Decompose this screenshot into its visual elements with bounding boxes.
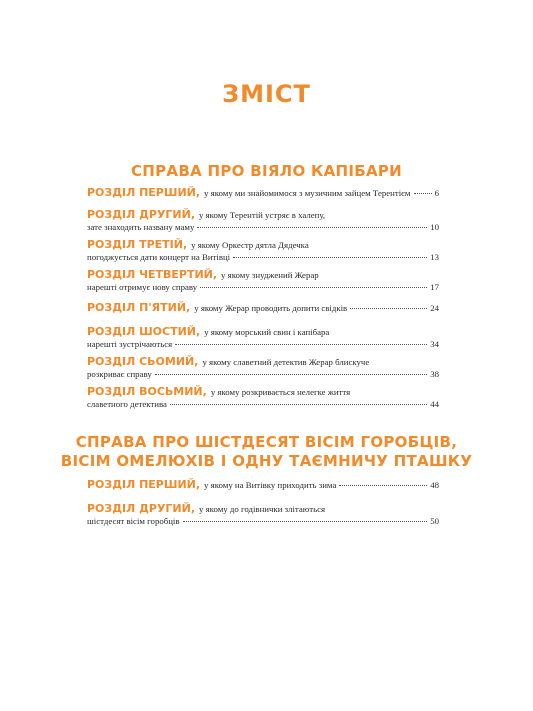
dot-leader [200,287,427,288]
toc-title: ЗМІСТ [222,80,311,108]
chapter-description-continued: зате знаходить названу маму [87,222,195,232]
page-number: 34 [430,339,439,349]
chapter-description: у якому Терентій устряє в халепу, [199,210,326,220]
chapter-label: РОЗДІЛ ТРЕТІЙ, [87,238,188,251]
dot-leader [183,521,428,522]
dot-leader [170,404,427,405]
chapter-label: РОЗДІЛ ВОСЬМИЙ, [87,385,207,398]
chapter-description: у якому славетний детектив Жерар блискуче [202,357,370,367]
chapter-description: у якому ми знайомимося з музичним зайцем Терентієм [204,188,411,198]
dot-leader [197,227,427,228]
toc-entry[interactable] [87,238,439,265]
chapter-description: у якому Жерар проводить допити свідків [194,303,348,313]
toc-entry[interactable] [87,208,439,235]
section-title-2-line-1: СПРАВА ПРО ШІСТДЕСЯТ ВІСІМ ГОРОБЦІВ, [75,433,458,451]
chapter-description: у якому морський свин і капібара [204,327,330,337]
chapter-description-continued: шістдесят вісім горобців [87,516,180,526]
chapter-description-continued: погоджується дати концерт на Витівці [87,252,231,262]
page-number: 6 [434,188,439,198]
toc-entry[interactable] [87,502,439,529]
chapter-description-continued: нарешті зустрічаються [87,339,173,349]
chapter-label: РОЗДІЛ ДРУГИЙ, [87,502,196,515]
chapter-description: у якому знуджений Жерар [221,270,319,280]
chapter-label: РОЗДІЛ П'ЯТИЙ, [87,301,191,314]
toc-entry[interactable] [87,186,439,200]
toc-entry[interactable] [87,301,439,315]
toc-entry[interactable] [87,268,439,295]
toc-entry[interactable] [87,385,439,412]
chapter-label: РОЗДІЛ СЬОМИЙ, [87,355,199,368]
chapter-description: у якому Оркестр дятла Дядечка [191,240,309,250]
page-number: 10 [430,222,439,232]
dot-leader [233,257,427,258]
chapter-label: РОЗДІЛ ЧЕТВЕРТИЙ, [87,268,218,281]
chapter-label: РОЗДІЛ ПЕРШИЙ, [87,186,201,199]
dot-leader [155,374,427,375]
dot-leader [339,485,427,486]
chapter-description: у якому розкривається нелегке життя [210,387,351,397]
chapter-description: у якому на Витівку приходить зима [204,480,337,490]
chapter-label: РОЗДІЛ ШОСТИЙ, [87,325,201,338]
toc-entry[interactable] [87,325,439,352]
page-number: 13 [430,252,439,262]
dot-leader [175,344,427,345]
chapter-label: РОЗДІЛ ПЕРШИЙ, [87,478,201,491]
page-number: 38 [430,369,439,379]
chapter-description-continued: нарешті отримує нову справу [87,282,198,292]
chapter-description-continued: славетного детектива [87,399,167,409]
toc-entry[interactable] [87,355,439,382]
chapter-label: РОЗДІЛ ДРУГИЙ, [87,208,196,221]
chapter-description-continued: розкриває справу [87,369,152,379]
section-title-2-line-2: ВІСІМ ОМЕЛЮХІВ І ОДНУ ТАЄМНИЧУ ПТАШКУ [60,452,473,470]
page-number: 17 [430,282,439,292]
dot-leader [414,193,432,194]
toc-entry[interactable] [87,478,439,492]
page-number: 50 [430,516,439,526]
page-number: 24 [430,303,439,313]
page-number: 44 [430,399,439,409]
page-number: 48 [430,480,439,490]
chapter-description: у якому до годівнички злітаються [199,504,326,514]
dot-leader [350,308,427,309]
section-title-1: СПРАВА ПРО ВІЯЛО КАПІБАРИ [130,162,403,180]
